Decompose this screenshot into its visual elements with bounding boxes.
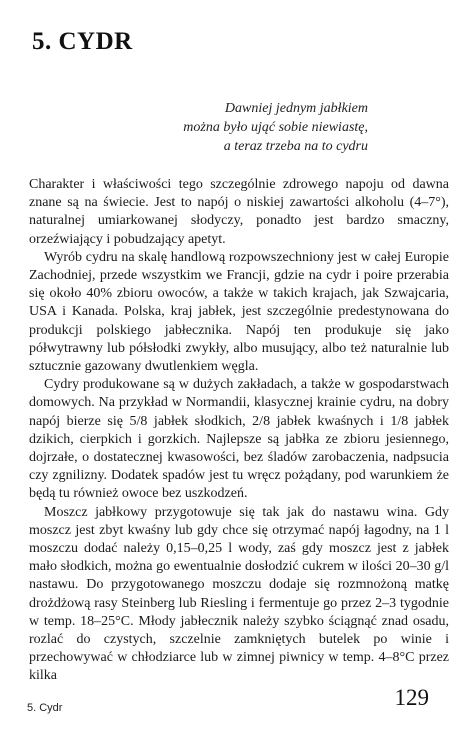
- epigraph-line: Dawniej jednym jabłkiem: [224, 101, 368, 116]
- epigraph-line: można było ująć sobie niewiastę,: [183, 120, 368, 135]
- paragraph: Charakter i właściwości tego szczególnie zdrowego napoju od dawna znane są na świecie. Jest to napój o niskiej zawartości alkoholu (4–7°), naturalnej umiarkowanej słodyczy, ponadto jest bardzo smaczny, orzeźwiający i pobudzający apetyt.: [29, 177, 449, 247]
- paragraph: Moszcz jabłkowy przygotowuje się tak jak do nastawu wina. Gdy moszcz jest zbyt kwaśny lub gdy chce się otrzymać napój łagodny, na 1 l moszczu dodać należy 0,15–0,25 l wody, zaś gdy moszcz jest z jabłek mało słodkich, można go ewentualnie dosłodzić cukrem w ilości 20–30 g/l nastawu. Do przygotowanego moszczu dodaje się rozmnożoną matkę drożdżową rasy Steinberg lub Riesling i fermentuje go przez 2–3 tygodnie w temp. 18–25°C. Młody jabłecznik należy szybko ściągnąć znad osadu, rozlać do czystych, szczelnie zamkniętych butelek po winie i przechowywać w chłodziarce lub w zimnej piwnicy w temp. 4–8°C przez kilka: [29, 504, 449, 684]
- epigraph-line: a teraz trzeba na to cydru: [223, 139, 368, 154]
- epigraph: [0, 99, 368, 156]
- paragraph: Cydry produkowane są w dużych zakładach, a także w gospodarstwach domowych. Na przykład w Normandii, klasycznej krainie cydru, na dobry napój bierze się 5/8 jabłek słodkich, 2/8 jabłek kwaśnych i 1/8 jabłek dzikich, cierpkich i gorzkich. Najlepsze są jabłka ze zbioru jesiennego, dojrzałe, o dostatecznej kwasowości, bez śladów zarobaczenia, nadpsucia czy zgnilizny. Dodatek spadów jest tu wręcz pożądany, pod warunkiem że będą tu również owoce bez uszkodzeń.: [29, 377, 449, 502]
- paragraph: Wyrób cydru na skalę handlową rozpowszechniony jest w całej Europie Zachodniej, przede wszystkim we Francji, gdzie na cydr i poire przerabia się około 40% zbioru owoców, a także w takich krajach, jak Szwajcaria, USA i Kanada. Polska, kraj jabłek, jest szczególnie predestynowana do produkcji polskiego jabłecznika. Napój ten produkuje się jako półwytrawny lub półsłodki zwykły, albo musujący, albo też naturalnie lub sztucznie gazowany dwutlenkiem węgla.: [29, 249, 449, 375]
- page-number: 129: [394, 685, 429, 710]
- body-text: [29, 176, 449, 686]
- chapter-title: 5. CYDR: [32, 28, 133, 55]
- footer-chapter-label: 5. Cydr: [27, 702, 63, 714]
